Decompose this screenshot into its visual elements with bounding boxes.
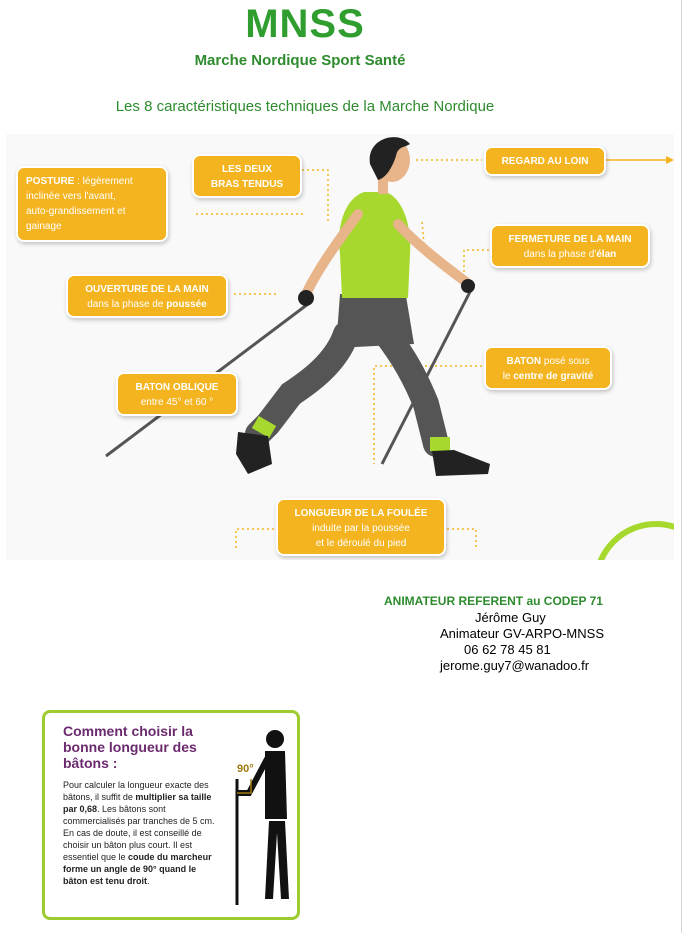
tag-ouverture-strong: poussée: [166, 299, 207, 310]
pole-length-b1: multiplier sa taille par 0,68: [63, 792, 212, 814]
tag-bras-line1: LES DEUX: [221, 164, 272, 175]
tag-baton-pose-strong2: centre de gravité: [513, 371, 594, 382]
tag-ouverture-line1: OUVERTURE DE LA MAIN: [85, 284, 209, 295]
infographic: [6, 134, 674, 560]
tag-foulee-line1: LONGUEUR DE LA FOULÉE: [294, 508, 428, 519]
logo: MNSS: [245, 2, 365, 46]
tag-baton-pose-mid: posé sous: [541, 356, 590, 367]
tag-baton-oblique-line2: entre 45° et 60 °: [140, 397, 214, 408]
tag-posture-line2: inclinée vers l'avant,: [26, 191, 116, 202]
tag-foulee: [278, 500, 444, 554]
pole-length-p3: .: [147, 876, 150, 886]
page-edge: [681, 0, 682, 933]
document-heading: Les 8 caractéristiques techniques de la Marche Nordique: [115, 98, 495, 115]
tag-regard-line1: REGARD AU LOIN: [501, 156, 589, 167]
tag-ouverture: [68, 276, 226, 316]
subtitle: Marche Nordique Sport Santé: [194, 52, 406, 69]
tag-posture-line3: auto-grandissement et: [26, 206, 126, 217]
pole-length-p1: Pour calculer la longueur exacte des bâtons, il suffit de: [63, 780, 209, 802]
tag-bras-tendus: [194, 156, 300, 196]
tag-baton-oblique: [118, 374, 236, 414]
tag-foulee-line2: induite par la poussée: [312, 523, 410, 534]
tag-ouverture-pre: dans la phase de: [87, 299, 167, 310]
arrow-right-icon: [606, 156, 674, 164]
silhouette-icon: [225, 723, 295, 913]
tag-posture-line4: gainage: [26, 221, 62, 232]
tag-baton-pose: [486, 348, 610, 388]
tag-posture: [18, 168, 166, 240]
contact-title: ANIMATEUR REFERENT au CODEP 71: [384, 594, 603, 608]
tag-fermeture-pre: dans la phase d': [523, 249, 597, 260]
contact-phone: 06 62 78 45 81: [464, 642, 551, 657]
tag-baton-pose-strong1: BATON: [506, 356, 542, 367]
pole-length-body: [63, 779, 215, 887]
pole-length-title: Comment choisir la bonne longueur des bâtons :: [63, 723, 197, 771]
pole-length-b2: coude du marcheur forme un angle de 90° quand le bâton est tenu droit: [63, 852, 212, 886]
tag-foulee-line3: et le déroulé du pied: [315, 538, 407, 549]
tag-regard: [486, 148, 604, 174]
contact-role: Animateur GV-ARPO-MNSS: [440, 626, 604, 641]
contact-name: Jérôme Guy: [475, 610, 546, 625]
pole-length-box: [42, 710, 300, 920]
contact-email[interactable]: jerome.guy7@wanadoo.fr: [440, 658, 590, 673]
tag-fermeture: [492, 226, 648, 266]
tag-bras-line2: BRAS TENDUS: [210, 179, 284, 190]
pole-length-p2: . Les bâtons sont commercialisés par tranches de 5 cm. En cas de doute, il est conseillé de choisir un bâton plus court. Il est essentiel que le: [63, 804, 215, 862]
tag-baton-oblique-line1: BATON OBLIQUE: [135, 382, 219, 393]
angle-label: 90°: [237, 763, 254, 775]
tag-fermeture-line1: FERMETURE DE LA MAIN: [508, 234, 632, 245]
tag-posture-text: : légèrement: [74, 176, 133, 187]
tag-baton-pose-pre2: le: [502, 371, 514, 382]
tag-fermeture-strong: élan: [596, 249, 617, 260]
tag-posture-strong: POSTURE: [26, 176, 75, 187]
